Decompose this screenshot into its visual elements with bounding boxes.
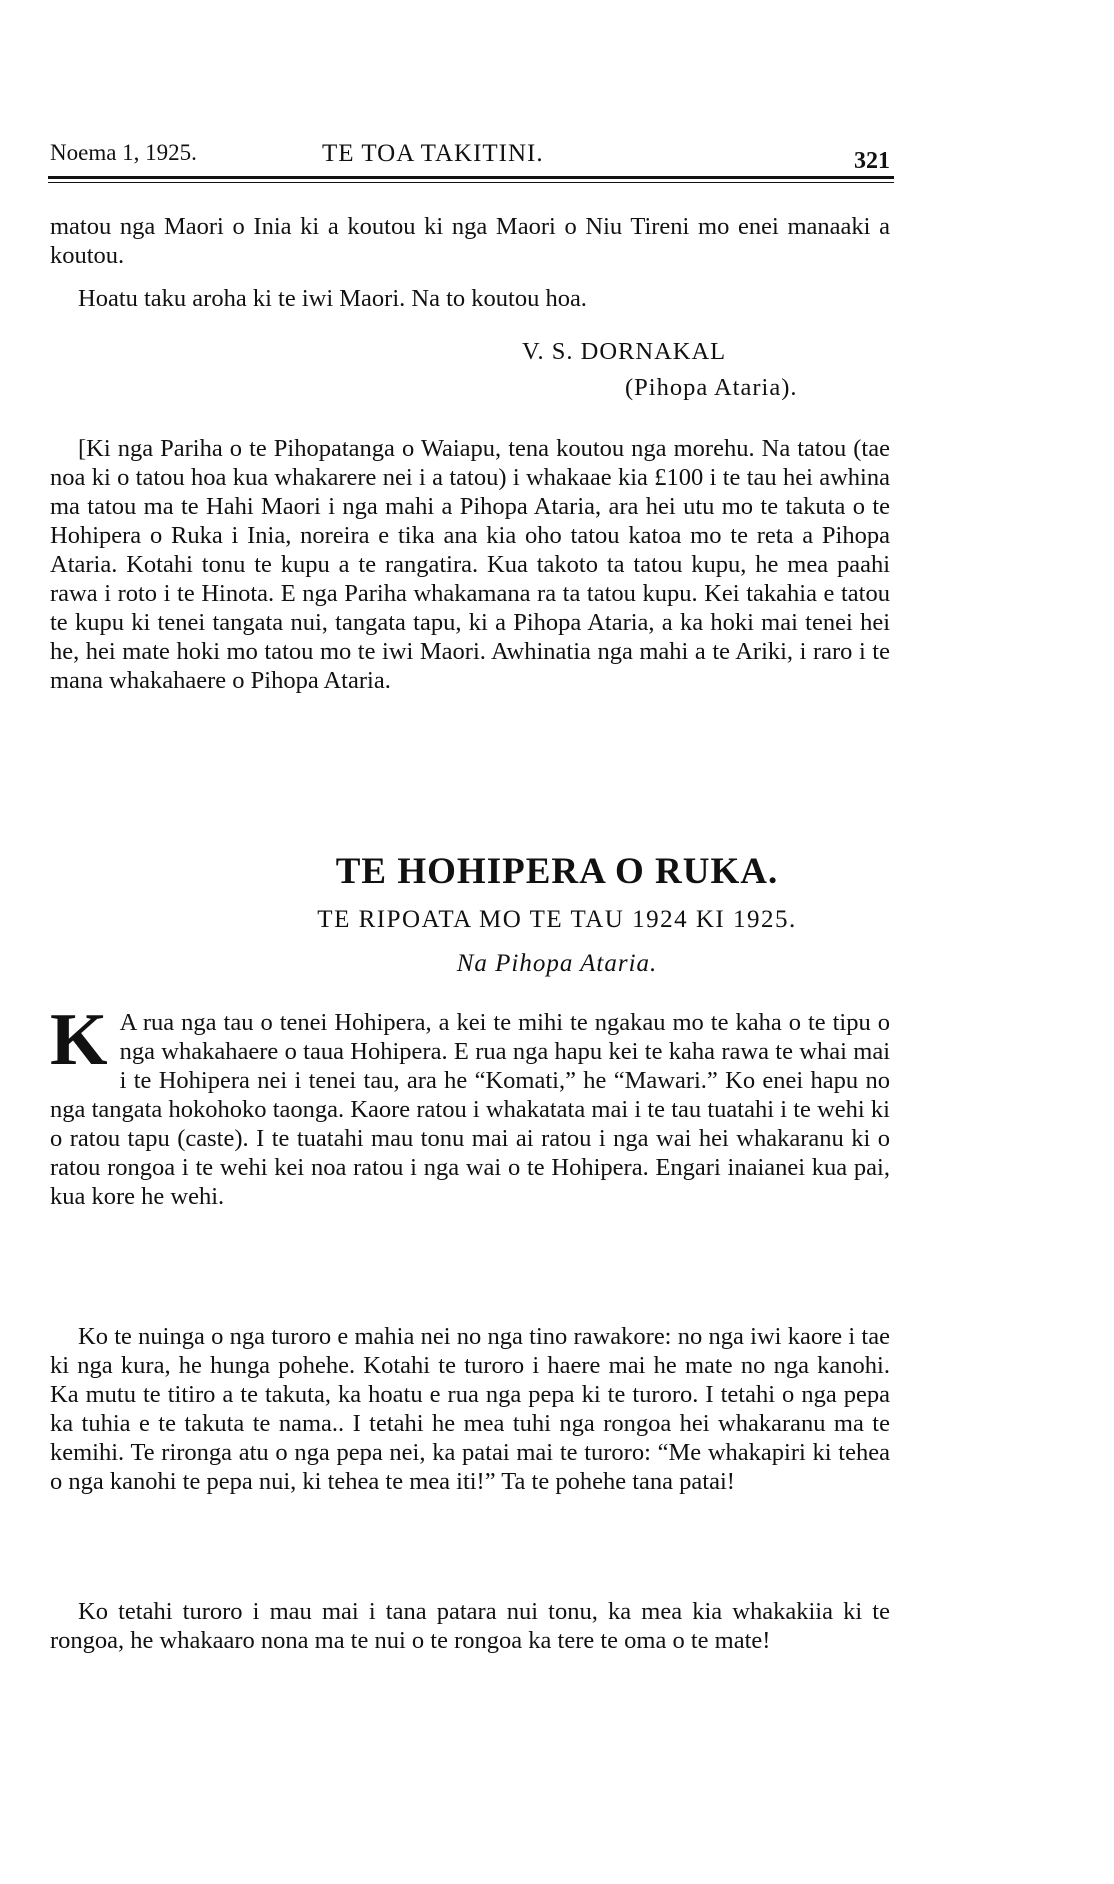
drop-cap: K — [50, 999, 108, 1081]
issue-date: Noema 1, 1925. — [50, 140, 197, 165]
article-byline: Na Pihopa Ataria. — [456, 950, 658, 977]
paragraph-1-text: A rua nga tau o tenei Hohipera, a kei te mihi te ngakau mo te kaha o te tipu o nga whakahaere o taua Hohipera. E rua nga hapu kei te kaha rawa te whai mai i te Hohipera nei i tenei tau, ara he “Komati,” he “Mawari.” Ko enei hapu no nga tangata hokohoko taonga. Kaore ratou i whakatata mai i te tau tuatahi i te wehi ki o ratou tapu (caste). I te tuatahi mau tonu mai ai ratou i nga wai hei whakaranu ki o ratou rongoa i te wehi kei noa ratou i nga wai o te Hohipera. Engari inaianei kua pai, kua kore he wehi. — [50, 1009, 890, 1210]
letter-continuation: matou nga Maori o Inia ki a koutou ki nga Maori o Niu Tireni mo enei manaaki a koutou. — [50, 213, 890, 269]
page-number: 321 — [854, 148, 890, 174]
signature-name: V. S. DORNAKAL — [522, 338, 727, 365]
letter-closing: Hoatu taku aroha ki te iwi Maori. Na to koutou hoa. — [78, 285, 587, 312]
publication-title: TE TOA TAKITINI. — [322, 140, 544, 167]
article-paragraph-1 — [50, 999, 890, 1211]
article-paragraph-3: Ko tetahi turoro i mau mai i tana patara nui tonu, ka mea kia whakakiia ki te rongoa, he whakaaro nona ma te nui o te rongoa ka tere te oma o te mate! — [50, 1598, 890, 1654]
article-title: TE HOHIPERA O RUKA. — [335, 851, 779, 892]
article-paragraph-2: Ko te nuinga o nga turoro e mahia nei no nga tino rawakore: no nga iwi kaore i tae ki nga kura, he hunga pohehe. Kotahi te turoro i haere mai he mate no nga kanohi. Ka mutu te titiro a te takuta, ka hoatu e rua nga pepa ki te turoro. I tetahi o nga pepa ka tuhia e te takuta te nama.. I tetahi he mea tuhi nga rongoa hei whakaranu ma te kemihi. Te rironga atu o nga pepa nei, ka patai mai te turoro: “Me whakapiri ki tehea o nga kanohi te pepa nui, ki tehea te mea iti!” Ta te pohehe tana patai! — [50, 1323, 890, 1495]
running-header — [50, 140, 890, 174]
article-subtitle: TE RIPOATA MO TE TAU 1924 KI 1925. — [317, 906, 797, 933]
header-rule-thin — [48, 182, 894, 183]
signature-title: (Pihopa Ataria). — [625, 374, 798, 401]
header-rule-thick — [48, 176, 894, 179]
editor-note: [Ki nga Pariha o te Pihopatanga o Waiapu, tena koutou nga morehu. Na tatou (tae noa ki o tatou hoa kua whakarere nei i a tatou) i whakaae kia £100 i te tau hei awhina ma tatou ma te Hahi Maori i nga mahi a Pihopa Ataria, ara hei utu mo te takuta o te Hohipera o Ruka i Inia, noreira e tika ana kia oho tatou katoa mo te reta a Pihopa Ataria. Kotahi tonu te kupu a te rangatira. Kua takoto ta tatou kupu, he mea paahi rawa i roto i te Hinota. E nga Pariha whakamana ra ta tatou kupu. Kei takahia e tatou te kupu ki tenei tangata nui, tangata tapu, ki a Pihopa Ataria, a ka hoki mai tenei hei he, hei mate hoki mo tatou mo te iwi Maori. Awhinatia nga mahi a te Ariki, i raro i te mana whakahaere o Pihopa Ataria. — [50, 435, 890, 694]
